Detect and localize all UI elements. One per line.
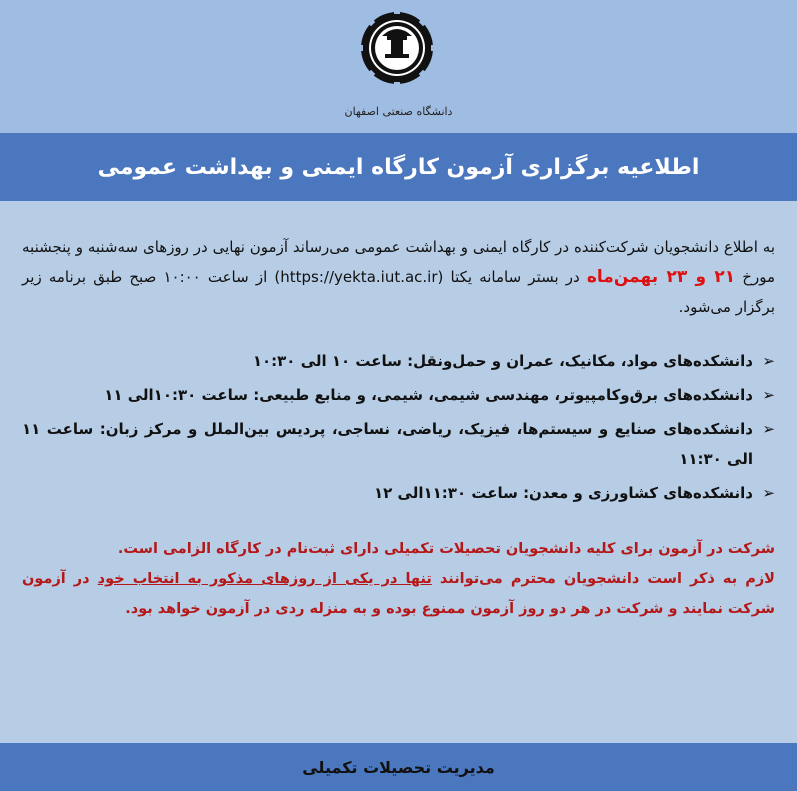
university-logo: [357, 8, 437, 88]
note-line-2-part-b: در آزمون شرکت نمایند و شرکت در هر دو روز آزمون ممنوع بوده و به منزله ردی در آزمون خواهد بود.: [22, 571, 775, 617]
university-name: دانشگاه صنعتی اصفهان: [344, 105, 453, 118]
schedule-text: دانشکده‌های مواد، مکانیک، عمران و حمل‌ونقل: ساعت ۱۰ الی ۱۰:۳۰: [252, 352, 753, 370]
intro-text-1: به اطلاع دانشجویان شرکت‌کننده در کارگاه ایمنی و بهداشت عمومی می‌رساند آزمون نهایی در روزهای سه‌شنبه و پنجشنبه مورخ: [22, 238, 775, 286]
note-line-2-part-a: لازم به ذکر است دانشجویان محترم می‌توانند تنها در یکی از روزهای مذکور به انتخاب خود: [97, 571, 775, 587]
schedule-list: [22, 346, 775, 508]
schedule-item: [22, 380, 775, 410]
footer-signature: مدیریت تحصیلات تکمیلی: [302, 757, 495, 777]
check-arrow-icon: ➢: [762, 352, 775, 370]
schedule-item: [22, 414, 775, 474]
note-line-1: شرکت در آزمون برای کلیه دانشجویان تحصیلات تکمیلی دارای ثبت‌نام در کارگاه الزامی است.: [117, 541, 775, 557]
intro-text-2: در بستر سامانه یکتا (https://yekta.iut.ac.ir) از ساعت ۱۰:۰۰ صبح طبق برنامه زیر برگزار می‌شود.: [22, 268, 775, 316]
schedule-text: دانشکده‌های صنایع و سیستم‌ها، فیزیک، ریاضی، نساجی، پردیس بین‌الملل و مرکز زبان: ساعت ۱۱ الی ۱۱:۳۰: [22, 420, 753, 468]
note-line-2: [22, 564, 775, 624]
schedule-text: دانشکده‌های برق‌وکامپیوتر، مهندسی شیمی، شیمی، و منابع طبیعی: ساعت ۱۰:۳۰الی ۱۱: [104, 386, 753, 404]
exam-dates: ۲۱ و ۲۳ بهمن‌ماه: [586, 267, 736, 287]
schedule-item: [22, 346, 775, 376]
schedule-item: [22, 478, 775, 508]
check-arrow-icon: ➢: [762, 386, 775, 404]
footer-bar: [0, 743, 797, 791]
check-arrow-icon: ➢: [762, 484, 775, 502]
check-arrow-icon: ➢: [762, 420, 775, 438]
title-bar: [0, 133, 797, 201]
intro-paragraph: [22, 232, 775, 322]
announcement-body: [22, 232, 775, 624]
page-title: اطلاعیه برگزاری آزمون کارگاه ایمنی و بهداشت عمومی: [97, 154, 700, 180]
schedule-text: دانشکده‌های کشاورزی و معدن: ساعت ۱۱:۳۰الی ۱۲: [374, 484, 753, 502]
emphasized-phrase: تنها در یکی از روزهای مذکور به انتخاب خود: [97, 571, 432, 587]
notes-section: [22, 534, 775, 624]
